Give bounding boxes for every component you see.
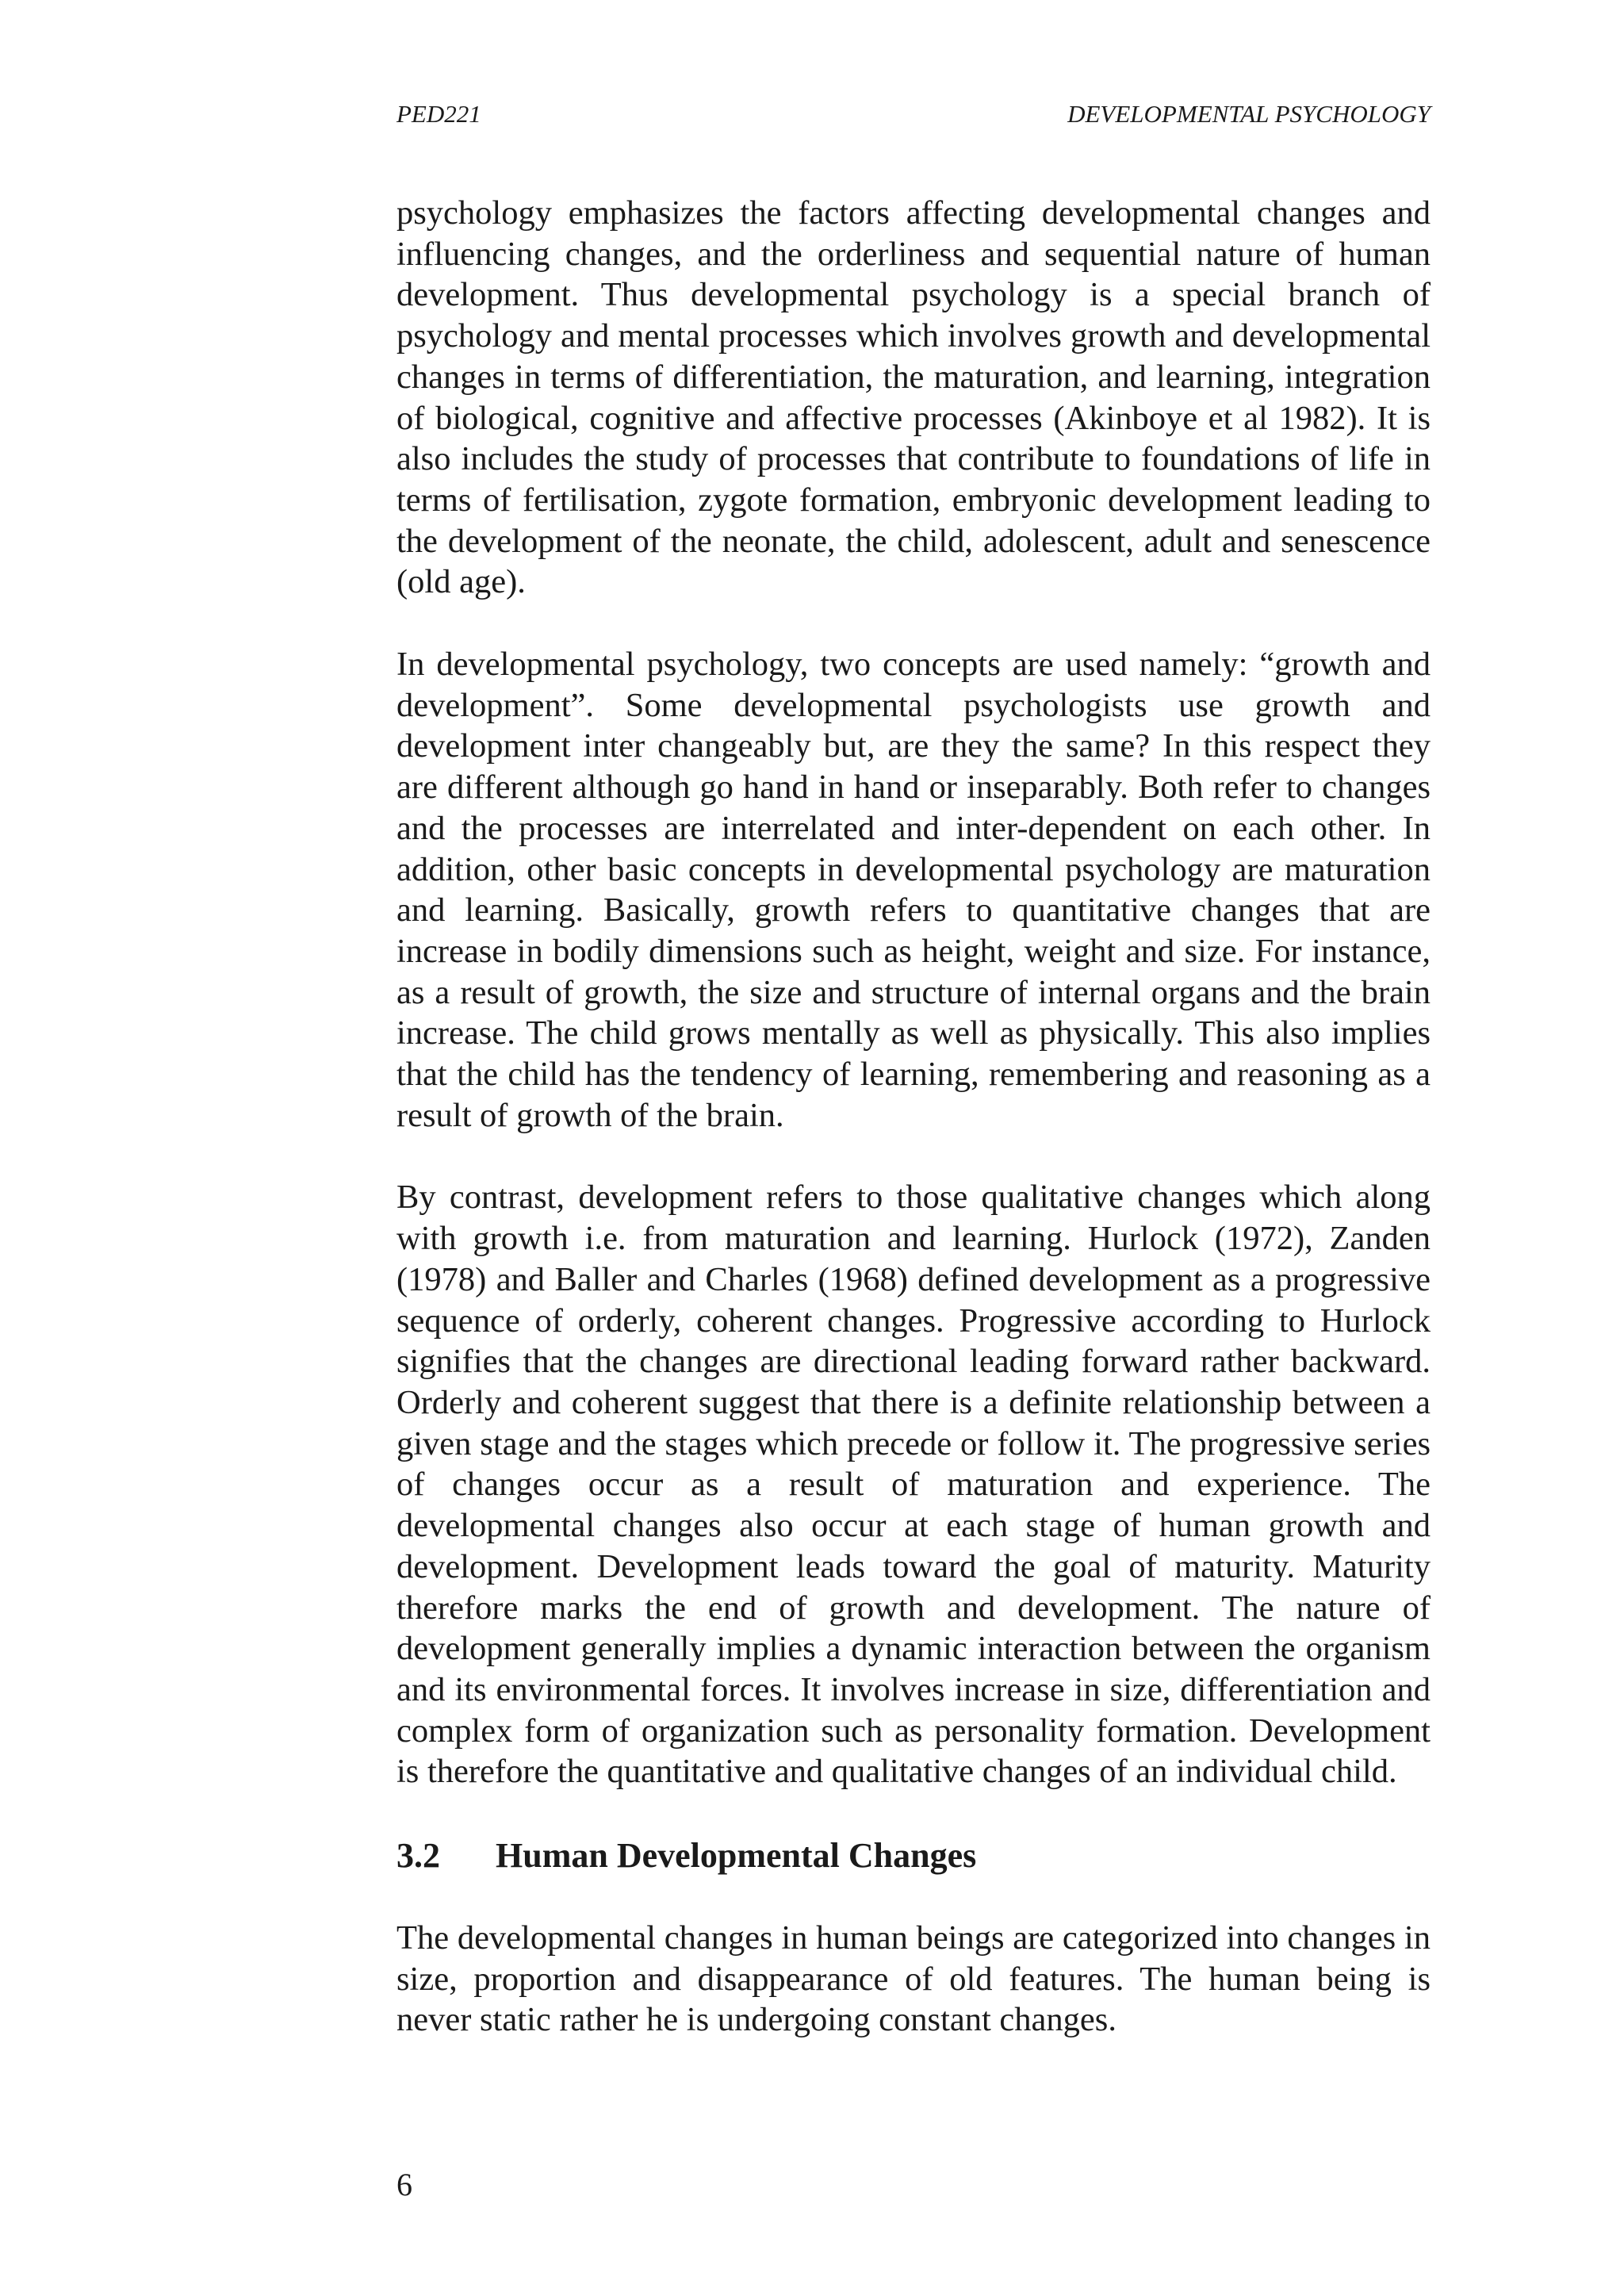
header-course-code: PED221 bbox=[396, 100, 481, 128]
section-heading bbox=[396, 1835, 1431, 1876]
body-paragraph-3: By contrast, development refers to those qualitative changes which along with growth i.e. from maturation and learning. Hurlock (1972), Zanden (1978) and Baller and Charles (1968) defined development as a progressive sequence of orderly, coherent changes. Progressive according to Hurlock signifies that the changes are directional leading forward rather backward. Orderly and coherent suggest that there is a definite relationship between a given stage and the stages which precede or follow it. The progressive series of changes occur as a result of maturation and experience. The developmental changes also occur at each stage of human growth and development. Development leads toward the goal of maturity. Maturity therefore marks the end of growth and development. The nature of development generally implies a dynamic interaction between the organism and its environmental forces. It involves increase in size, differentiation and complex form of organization such as personality formation. Development is therefore the quantitative and qualitative changes of an individual child. bbox=[396, 1179, 1431, 1791]
header-course-title: DEVELOPMENTAL PSYCHOLOGY bbox=[1067, 100, 1431, 128]
body-paragraph-2: In developmental psychology, two concepts are used namely: “growth and development”. Some developmental psychologists use growth and development inter changeably but, are they the same? In this respect they are different although go hand in hand or inseparably. Both refer to changes and the processes are interrelated and inter-dependent on each other. In addition, other basic concepts in developmental psychology are maturation and learning. Basically, growth refers to quantitative changes that are increase in bodily dimensions such as height, weight and size. For instance, as a result of growth, the size and structure of internal organs and the brain increase. The child grows mentally as well as physically. This also implies that the child has the tendency of learning, remembering and reasoning as a result of growth of the brain. bbox=[396, 646, 1431, 1134]
running-header bbox=[396, 97, 1431, 132]
section-number: 3.2 bbox=[396, 1836, 440, 1876]
section-title: Human Developmental Changes bbox=[496, 1836, 977, 1876]
body-paragraph-1: psychology emphasizes the factors affecting developmental changes and influencing changes, and the orderliness and sequential nature of human development. Thus developmental psychology is a special branch of psychology and mental processes which involves growth and developmental changes in terms of differentiation, the maturation, and learning, integration of biological, cognitive and affective processes (Akinboye et al 1982). It is also includes the study of processes that contribute to foundations of life in terms of fertilisation, zygote formation, embryonic development leading to the development of the neonate, the child, adolescent, adult and senescence (old age). bbox=[396, 194, 1431, 601]
page-body bbox=[396, 193, 1431, 2041]
page-number: 6 bbox=[396, 2167, 412, 2202]
section-paragraph: The developmental changes in human beings are categorized into changes in size, proportion and disappearance of old features. The human being is never static rather he is undergoing constant changes. bbox=[396, 1919, 1431, 2039]
